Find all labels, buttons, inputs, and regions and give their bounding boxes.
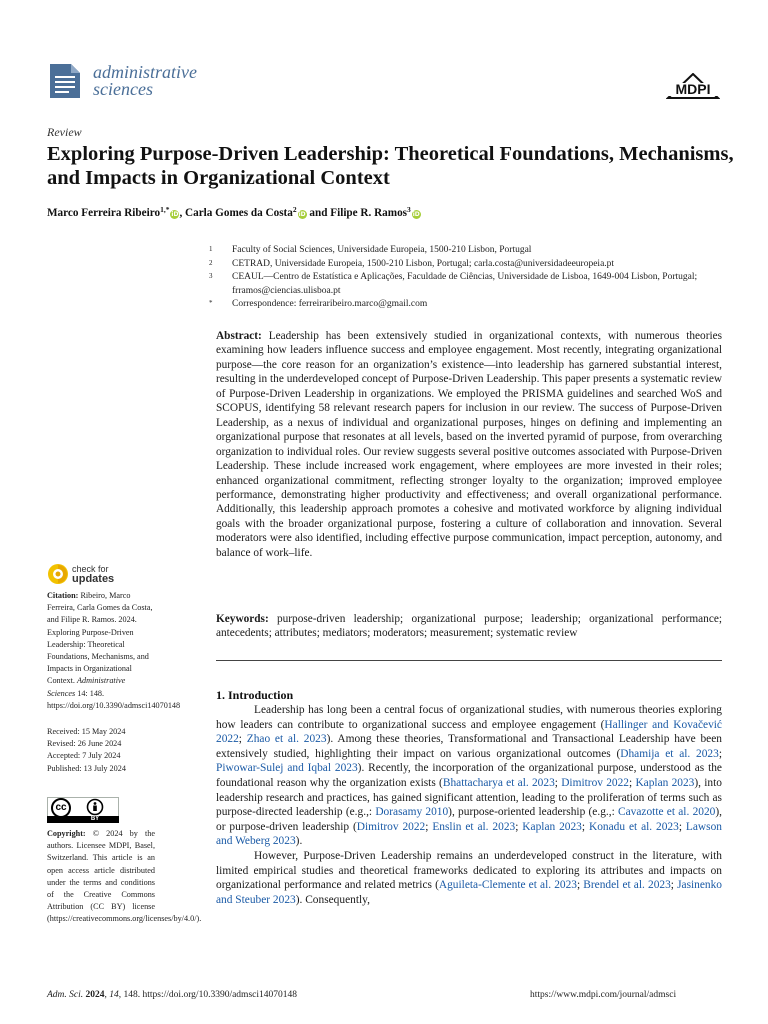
paragraph-text: ), into leadership research and practices, has gained significant attention, leading to the proliferation of terms such as purpose-directed leadership (e.g.,:	[216, 776, 722, 819]
footer-year: 2024	[85, 990, 105, 1000]
abstract-label: Abstract:	[216, 330, 262, 342]
affiliations	[209, 244, 729, 312]
author-separator: ,	[179, 207, 186, 219]
journal-name-line2: sciences	[93, 79, 153, 99]
paragraph-text: ;	[629, 776, 636, 789]
cc-label: cc	[55, 802, 67, 813]
date-published: Published: 13 July 2024	[47, 763, 126, 773]
keywords-label: Keywords:	[216, 613, 269, 625]
paragraph-text: ). Among these theories, Transformational and Transactional Leadership have been extensively studied, highlighting their impact on various organizational outcomes (	[216, 733, 722, 760]
paragraph-text: ). Recently, the incorporation of the organizational purpose, understood as the foundational reason why the organization exists (	[216, 762, 722, 789]
keywords-text: purpose-driven leadership; organizational purpose; leadership; organizational performance; antecedents; attributes; mediators; moderators; measurement; systematic review	[216, 613, 722, 640]
copyright-text: © 2024 by the authors. Licensee MDPI, Basel, Switzerland. This article is an open access article distributed under the terms and conditions of the Creative Commons Attribution (CC BY) license (https://creativecommons.org/licenses/by/4.0/).	[47, 829, 202, 924]
author-name[interactable]: Marco Ferreira Ribeiro	[47, 207, 161, 219]
paragraph	[216, 849, 722, 907]
paragraph-text: ). Consequently,	[295, 893, 370, 906]
affiliation-item	[209, 271, 729, 298]
paragraph-text: ;	[425, 820, 433, 833]
cc-by-license-badge[interactable]	[47, 797, 119, 823]
citation-journal: Administrative Sciences	[47, 676, 126, 698]
author-name[interactable]: Carla Gomes da Costa	[185, 207, 293, 219]
section-heading-introduction: 1. Introduction	[216, 688, 294, 702]
affiliation-item	[209, 258, 729, 272]
paragraph-text: ;	[554, 776, 562, 789]
citation-link[interactable]: Lawson and Weberg 2023	[216, 820, 722, 848]
paragraph	[216, 703, 722, 849]
citation-link[interactable]: Kaplan 2023	[522, 820, 582, 833]
paragraph-text: ;	[576, 879, 584, 892]
citation-link[interactable]: Dimitrov 2022	[561, 776, 630, 789]
keywords	[216, 612, 722, 641]
abstract-text: Leadership has been extensively studied in organizational contexts, with numerous theories examining how leaders influence success and employee engagement. Most recently, integrating organizational purpose—the core reason for an organization’s existence—into leadership has garnered substantial interest, resulting in the underdeveloped concept of Purpose-Driven Leadership. This paper presents a systematic review of Purpose-Driven Leadership in organizations. We employed the PRISMA guidelines and searched WoS and SCOPUS, identifying 58 relevant research papers for inclusion in our review. The success of Purpose-Driven Leadership, as a nexus of individual and organizational purposes, hinges on defining and implementing an organizational purpose that resonates at all levels, based on the inverted pyramid of purpose, from overarching organization to individual roles. Our review suggests several positive outcomes associated with Purpose-Driven Leadership. These include increased work engagement, where employees are more invested in their roles; enhanced organizational commitment, reflecting stronger loyalty to the organization; improved employee performance, demonstrating higher productivity and effectiveness; and overall organizational performance. Additionally, this leadership approach promotes a cohesive and motivated workforce by aligning individual goals with the broader organizational purpose, fostering a culture of collaboration and innovation. Several moderators were also identified, including effective purpose communication, impact perception, autonomy, and balance of work–life.	[216, 330, 723, 559]
footer-doi[interactable]: , 148. https://doi.org/10.3390/admsci14070148	[118, 990, 297, 1000]
citation-link[interactable]: Dimitrov 2022	[356, 820, 426, 833]
introduction-body	[216, 703, 722, 907]
citation-link[interactable]: Zhao et al. 2023	[246, 733, 327, 746]
citation-link[interactable]: Dorasamy 2010	[375, 806, 449, 819]
citation-link[interactable]: Cavazotte et al. 2020	[618, 806, 716, 819]
journal-name	[93, 64, 197, 98]
check-for-updates-button[interactable]	[47, 563, 147, 589]
citation-link[interactable]: Hallinger and Kovačević 2022	[216, 718, 722, 746]
copyright-block	[47, 828, 202, 926]
check-for-updates-label	[72, 564, 114, 584]
affiliation-text: CEAUL—Centro de Estatística e Aplicações, Faculdade de Ciências, Universidade de Lisboa, 1649-004 Lisbon, Portugal; frramos@ciencias.ulisboa.pt	[232, 272, 698, 296]
citation-block	[47, 590, 181, 712]
paragraph-text: ), purpose-oriented leadership (e.g.,:	[448, 806, 619, 819]
affiliation-number: 2	[209, 258, 213, 267]
author-list	[47, 205, 737, 219]
citation-link[interactable]: Aguileta-Clemente et al. 2023	[438, 879, 577, 892]
by-label: BY	[90, 816, 100, 822]
footer-journal-url[interactable]: https://www.mdpi.com/journal/admsci	[530, 990, 677, 1000]
citation-link[interactable]: Jasinenko and Steuber 2023	[216, 879, 723, 906]
affiliation-number: 1	[209, 245, 213, 253]
article-type: Review	[47, 125, 82, 139]
citation-link[interactable]: Enslin et al. 2023	[432, 820, 516, 833]
journal-logo-icon	[47, 62, 83, 100]
abstract	[216, 329, 722, 560]
paragraph-text: ;	[670, 879, 678, 892]
citation-link[interactable]: Brendel et al. 2023	[583, 879, 671, 892]
check-for-updates-line1: check for	[72, 564, 109, 574]
paper-title: Exploring Purpose-Driven Leadership: Theoretical Foundations, Mechanisms, and Impacts in Organizational Context	[47, 143, 734, 189]
paragraph-text: ;	[678, 820, 686, 833]
citation-doi[interactable]: 14: 148. https://doi.org/10.3390/admsci14070148	[47, 688, 181, 710]
footer-citation: Adm. Sci. 2024, 14, 148. https://doi.org/10.3390/admsci14070148	[47, 990, 297, 1000]
paragraph-text: ;	[581, 820, 589, 833]
correspondence	[209, 298, 729, 312]
paragraph-text: ), or purpose-driven leadership (	[216, 806, 723, 833]
mdpi-logo-text: MDPI	[675, 81, 711, 97]
author-affil-marker: 2	[292, 205, 297, 214]
paragraph-text: ).	[295, 835, 303, 848]
check-for-updates-line2: updates	[72, 573, 115, 585]
mdpi-logo	[666, 73, 720, 99]
citation-link[interactable]: Piwowar-Sulej and Iqbal 2023	[216, 762, 358, 775]
paragraph-text: ;	[515, 820, 523, 833]
citation-link[interactable]: Kaplan 2023	[635, 776, 695, 789]
orcid-icon[interactable]: iD	[171, 211, 179, 218]
author-separator: and	[306, 207, 331, 219]
paragraph-text: ;	[238, 733, 247, 746]
author-affil-marker: 3	[407, 205, 411, 214]
citation-link[interactable]: Konadu et al. 2023	[588, 820, 679, 833]
date-revised: Revised: 26 June 2024	[47, 739, 122, 749]
check-for-updates-icon	[47, 563, 69, 585]
date-accepted: Accepted: 7 July 2024	[47, 751, 121, 761]
orcid-icon[interactable]: iD	[298, 211, 306, 218]
affiliation-text: Faculty of Social Sciences, Universidade Europeia, 1500-210 Lisbon, Portugal	[232, 245, 532, 255]
citation-link[interactable]: Dhamija et al. 2023	[620, 747, 719, 760]
paragraph-text: However, Purpose-Driven Leadership remains an underdeveloped construct in the literature, with limited empirical studies and theoretical frameworks dedicated to exploring its attributes and impacts on organizational performance and related metrics (	[216, 849, 722, 892]
author-affil-marker: 1,*	[160, 205, 170, 214]
section-divider	[216, 660, 722, 661]
paragraph-text: Leadership has long been a central focus of organizational studies, with numerous theories exploring how leaders can contribute to organizational success and employee engagement (	[216, 704, 722, 731]
citation-text: Ribeiro, Marco Ferreira, Carla Gomes da Costa, and Filipe R. Ramos. 2024. Exploring Purpose-Driven Leadership: Theoretical Foundations, Mechanisms, and Impacts in Organizational Context.	[47, 591, 153, 686]
author-name[interactable]: Filipe R. Ramos	[330, 207, 408, 219]
affiliation-item	[209, 244, 729, 258]
orcid-icon[interactable]: iD	[412, 211, 420, 218]
copyright-label: Copyright:	[47, 829, 86, 838]
date-received: Received: 15 May 2024	[47, 727, 126, 736]
correspondence-text[interactable]: Correspondence: ferreiraribeiro.marco@gmail.com	[232, 299, 428, 309]
footer-journal-abbrev: Adm. Sci.	[47, 990, 84, 1000]
affiliation-text: CETRAD, Universidade Europeia, 1500-210 Lisbon, Portugal; carla.costa@universidadeeuropeia.pt	[232, 258, 615, 269]
paragraph-text: ;	[718, 747, 722, 760]
citation-link[interactable]: Bhattacharya et al. 2023	[442, 776, 555, 789]
correspondence-marker: *	[209, 299, 213, 307]
citation-label: Citation:	[47, 591, 79, 600]
affiliation-number: 3	[209, 272, 213, 280]
publication-dates	[47, 726, 155, 775]
footer-volume: 14	[109, 990, 119, 1000]
journal-name-line1: administrative	[93, 62, 197, 82]
